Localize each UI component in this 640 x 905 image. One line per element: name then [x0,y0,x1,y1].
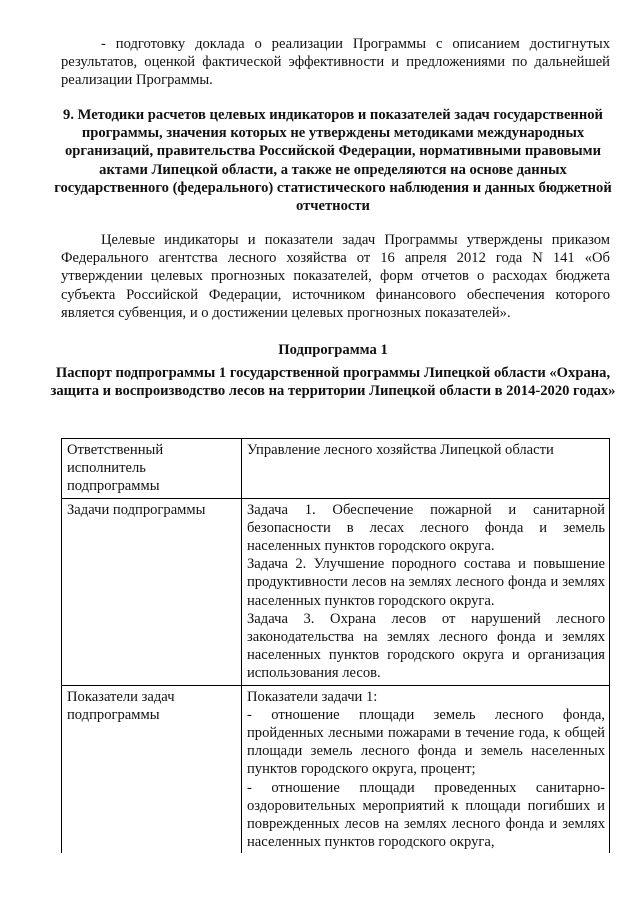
indicator-heading: Показатели задачи 1: [247,688,378,705]
section-heading: 9. Методики расчетов целевых индикаторов и показателей задач государственной программы, значения которых не утверждены методиками международных организаций, правительства Российской Федерации, нормативными правовыми актами Липецкой области, а также не определяются на основе данных государственного (федерального) статистического наблюдения и данных бюджетной отчетности [54,107,612,215]
table-row [62,685,610,853]
task-2-text: Задача 2. Улучшение породного состава и повышение продуктивности лесов на землях лесного фонда и землях населенных пунктов городского округа. [247,556,605,609]
indicator-1-text: - отношение площади земель лесного фонда, пройденных лесными пожарами в течение года, к общей площади земель лесного фонда и земель населенных пунктов городского округа, процент; [247,706,605,778]
row-value-tasks [242,498,610,685]
row-label-tasks: Задачи подпрограммы [62,498,242,685]
row-value-indicators [242,685,610,853]
section-paragraph: Целевые индикаторы и показатели задач Программы утверждены приказом Федерального агентства лесного хозяйства от 16 апреля 2012 года N 141 «Об утверждении целевых прогнозных показателей, форм отчетов о расходах бюджета субъекта Российской Федерации, источником финансового обеспечения которого является субвенция, и о достижении целевых прогнозных показателей». [61,232,610,321]
table-row [62,498,610,685]
intro-paragraph: - подготовку доклада о реализации Программы с описанием достигнутых результатов, оценкой фактической эффективности и предложениями по дальнейшей реализации Программы. [61,36,610,89]
passport-title: Паспорт подпрограммы 1 государственной программы Липецкой области «Охрана, защита и воспроизводство лесов на территории Липецкой области в 2014-2020 годах» [50,365,616,400]
subprogram-title: Подпрограмма 1 [278,342,388,358]
indicator-2-text: - отношение площади проведенных санитарно-оздоровительных мероприятий к площади погибших и поврежденных лесов на землях лесного фонда и землях населенных пунктов городского округа, [247,779,605,851]
task-3-text: Задача 3. Охрана лесов от нарушений лесного законодательства на землях лесного фонда и землях населенных пунктов городского округа и организация использования лесов. [247,610,605,682]
passport-table [61,438,610,853]
task-1-text: Задача 1. Обеспечение пожарной и санитарной безопасности в лесах лесного фонда и земель населенных пунктов городского округа. [247,501,605,555]
row-label-executor: Ответственный исполнитель подпрограммы [62,439,242,499]
row-label-indicators: Показатели задач подпрограммы [62,685,242,853]
table-row [62,439,610,499]
row-value-executor [242,439,610,499]
cell-line: Управление лесного хозяйства Липецкой области [247,442,554,458]
